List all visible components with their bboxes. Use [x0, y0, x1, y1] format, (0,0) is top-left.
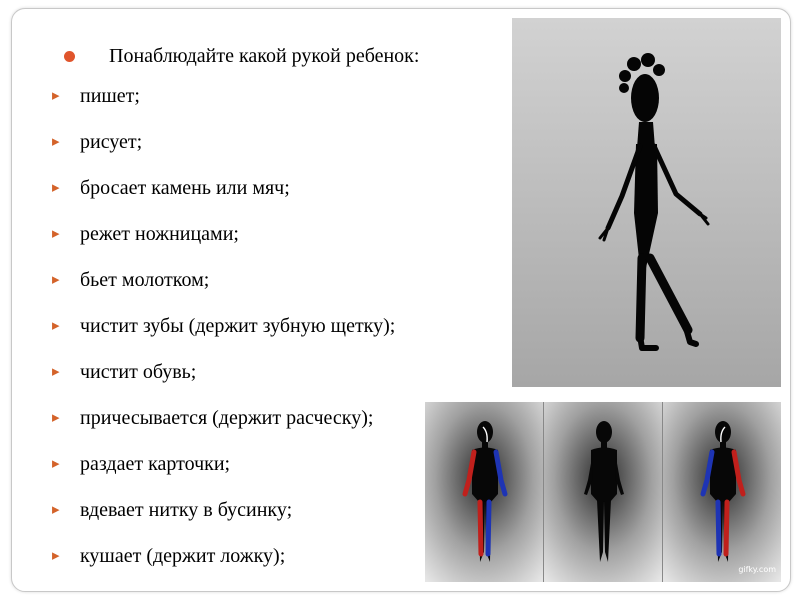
arrow-bullet-icon: ▸ — [52, 408, 60, 426]
list-item-text: бьет молотком; — [80, 269, 210, 291]
arrow-bullet-icon: ▸ — [52, 132, 60, 150]
list-item — [52, 452, 395, 498]
arrow-bullet-icon: ▸ — [52, 316, 60, 334]
walking-figure-image — [512, 18, 781, 387]
arrow-bullet-icon: ▸ — [52, 546, 60, 564]
arrow-bullet-icon: ▸ — [52, 362, 60, 380]
body-figures-image — [425, 402, 781, 582]
list-item-text: чистит зубы (держит зубную щетку); — [80, 315, 396, 337]
list-item — [52, 544, 395, 590]
list-item-text: кушает (держит ложку); — [80, 545, 286, 567]
list-item — [52, 84, 395, 130]
list-item-text: чистит обувь; — [80, 361, 197, 383]
list-item-text: рисует; — [80, 131, 143, 153]
arrow-bullet-icon: ▸ — [52, 224, 60, 242]
heading-text: Понаблюдайте какой рукой ребенок: — [109, 44, 420, 67]
arrow-bullet-icon: ▸ — [52, 454, 60, 472]
list-item-text: вдевает нитку в бусинку; — [80, 499, 293, 521]
figure-panel-right — [663, 402, 781, 582]
orange-dot-icon — [64, 51, 75, 62]
list-item-text: режет ножницами; — [80, 223, 239, 245]
list-item-text: раздает карточки; — [80, 453, 231, 475]
list-item-text: пишет; — [80, 85, 140, 107]
list-item — [52, 406, 395, 452]
figure-panel-left — [425, 402, 543, 582]
list-item — [52, 360, 395, 406]
watermark-text: gifky.com — [738, 565, 776, 574]
walking-stick-figure — [512, 18, 781, 387]
list-item — [52, 130, 395, 176]
arrow-bullet-icon: ▸ — [52, 178, 60, 196]
list-item-text: причесывается (держит расческу); — [80, 407, 374, 429]
list-item — [52, 176, 395, 222]
arrow-bullet-icon: ▸ — [52, 270, 60, 288]
list-item — [52, 268, 395, 314]
list-item — [52, 498, 395, 544]
observation-list — [52, 84, 395, 590]
list-item — [52, 222, 395, 268]
figure-panel-middle — [544, 402, 662, 582]
list-item — [52, 314, 395, 360]
arrow-bullet-icon: ▸ — [52, 86, 60, 104]
slide-heading — [64, 43, 419, 69]
list-item-text: бросает камень или мяч; — [80, 177, 290, 199]
arrow-bullet-icon: ▸ — [52, 500, 60, 518]
